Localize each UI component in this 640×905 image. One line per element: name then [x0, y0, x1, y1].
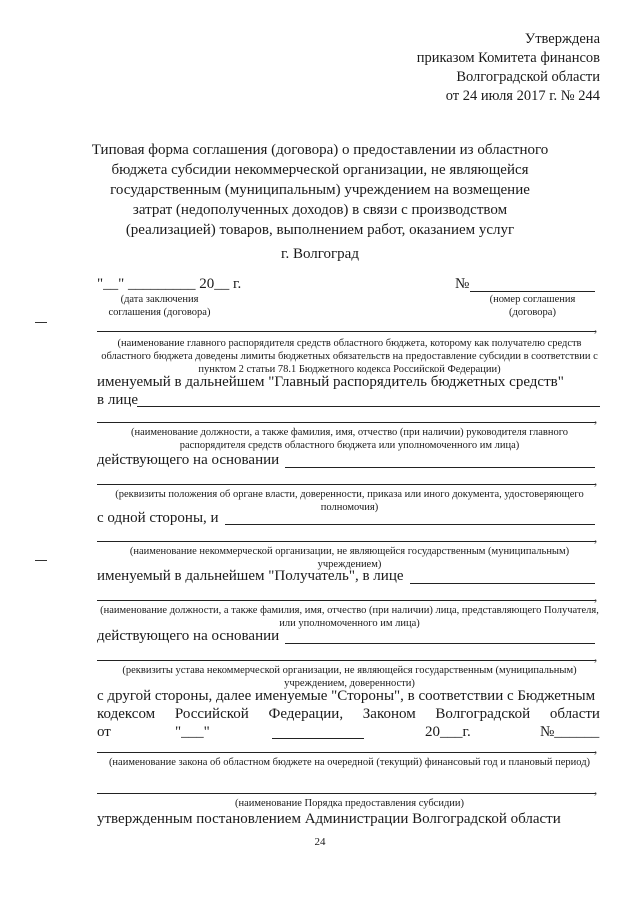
comma: ,	[594, 411, 598, 426]
number-caption: (номер соглашения (договора)	[489, 294, 576, 318]
margin-mark	[35, 560, 47, 561]
code-word: области	[549, 706, 600, 722]
in-person-field[interactable]	[137, 406, 600, 407]
page-number: 24	[314, 836, 326, 848]
approval-line-2: приказом Комитета финансов	[416, 50, 600, 66]
distributor-field[interactable]	[97, 331, 595, 332]
date-caption: (дата заключения соглашения (договора)	[108, 294, 211, 318]
from-number: №______	[540, 724, 600, 740]
code-word: Российской	[174, 706, 249, 722]
comma: ,	[594, 320, 598, 335]
recipient-named-text: именуемый в дальнейшем "Получатель", в лице	[97, 568, 404, 584]
code-row	[97, 706, 600, 723]
number-field[interactable]	[470, 291, 595, 292]
comma: ,	[594, 589, 598, 604]
number-label: №	[455, 276, 470, 292]
code-word: Законом	[362, 706, 416, 722]
org-name-field[interactable]	[225, 524, 595, 525]
acting-on-field-2[interactable]	[285, 643, 595, 644]
city: г. Волгоград	[281, 246, 359, 262]
recipient-official-field[interactable]	[97, 600, 595, 601]
comma: ,	[594, 782, 598, 797]
margin-mark	[35, 322, 47, 323]
org-caption: (наименование некоммерческой организации, не являющейся государственным (муниципальным) учреждением)	[129, 546, 570, 570]
other-side-text: с другой стороны, далее именуемые "Стороны", в соответствии с Бюджетным	[97, 688, 596, 704]
distributor-caption: (наименование главного распорядителя средств областного бюджета, которому как получателю средств областного бюджета доведены лимиты бюджетных обязательств на предоставление субсидии в соответствии с пунктом 2 статьи 78.1 Бюджетного кодекса Российской Федерации)	[101, 338, 598, 375]
acting-on-label: действующего на основании	[97, 452, 280, 468]
charter-field[interactable]	[97, 660, 595, 661]
procedure-caption: (наименование Порядка предоставления субсидии)	[234, 798, 465, 809]
code-word: Волгоградской	[435, 706, 531, 722]
comma: ,	[594, 473, 598, 488]
procedure-field[interactable]	[97, 793, 595, 794]
comma: ,	[594, 649, 598, 664]
document-title: Типовая форма соглашения (договора) о предоставлении из областного бюджета субсидии некоммерческой организации, не являющейся государственным (муниципальным) учреждением на возмещение затрат (недополученных доходов) в связи с производством (реализацией) товаров, выполнением работ, оказанием услуг	[91, 142, 549, 238]
approval-line-3: Волгоградской области	[456, 69, 600, 85]
approval-line-1: Утверждена	[524, 31, 600, 47]
from-label: от	[97, 724, 111, 740]
approval-block	[417, 30, 600, 106]
law-caption: (наименование закона об областном бюджете на очередной (текущий) финансовый год и плановый период)	[108, 757, 591, 768]
org-field[interactable]	[97, 541, 595, 542]
in-person-label: в лице	[97, 392, 139, 408]
authority-caption: (реквизиты положения об органе власти, доверенности, приказа или иного документа, удостоверяющего полномочия)	[115, 489, 584, 513]
from-month-field[interactable]	[272, 738, 364, 739]
recipient-official-caption: (наименование должности, а также фамилия, имя, отчество (при наличии) лица, представляющего Получателя, или уполномоченного им лица)	[100, 605, 599, 629]
approval-line-4: от 24 июля 2017 г. № 244	[445, 88, 600, 104]
official-field[interactable]	[97, 422, 595, 423]
acting-on-label-2: действующего на основании	[97, 628, 280, 644]
acting-on-field[interactable]	[285, 467, 595, 468]
recipient-person-field[interactable]	[410, 583, 595, 584]
from-day: "___"	[175, 724, 210, 740]
approved-text: утвержденным постановлением Администрации Волгоградской области	[97, 811, 561, 827]
law-field[interactable]	[97, 752, 595, 753]
date-template: "__" _________ 20__ г.	[97, 276, 242, 292]
from-year: 20___г.	[425, 724, 471, 740]
distributor-named-text: именуемый в дальнейшем "Главный распорядитель бюджетных средств"	[97, 374, 564, 390]
comma: ,	[594, 741, 598, 756]
authority-field[interactable]	[97, 484, 595, 485]
charter-caption: (реквизиты устава некоммерческой организации, не являющейся государственным (муниципальным) учреждением, доверенности)	[122, 665, 577, 689]
code-word: кодексом	[97, 706, 156, 722]
official-caption: (наименование должности, а также фамилия, имя, отчество (при наличии) руководителя главного распорядителя средств областного бюджета или уполномоченного им лица)	[130, 427, 569, 451]
comma: ,	[594, 530, 598, 545]
code-word: Федерации,	[268, 706, 344, 722]
one-side-label: с одной стороны, и	[97, 510, 219, 526]
